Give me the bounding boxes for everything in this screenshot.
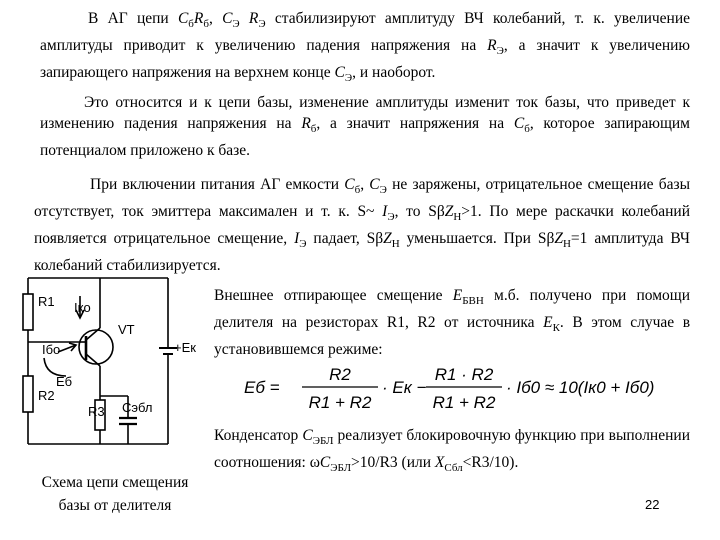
label-eb: Eб: [56, 374, 73, 389]
formula-frac1-den: R1 + R2: [308, 393, 372, 412]
label-ek: +Eк: [174, 340, 196, 355]
bias-formula: [240, 360, 700, 416]
formula-mid: · Eк −: [382, 378, 427, 397]
label-r3: R3: [88, 404, 105, 419]
formula-lhs: Eб =: [244, 378, 280, 397]
page-number: 22: [645, 497, 660, 512]
paragraph-2: Это относится и к цепи базы, изменение амплитуды изменит ток базы, что приведет к изменению падения напряжения на $R_б$, а значит напряжения на $C_б$, которое запирающим потенциалом приложено к базе.: [40, 94, 690, 160]
formula-frac1-num: R2: [329, 365, 351, 384]
label-r2: R2: [38, 388, 55, 403]
circuit-caption: Схема цепи смещения базы от делителя: [41, 474, 189, 514]
formula-frac2-den: R1 + R2: [432, 393, 496, 412]
resistor-r1: [23, 294, 33, 330]
label-cebl: Cэбл: [122, 400, 153, 415]
label-r1: R1: [38, 294, 55, 309]
right-paragraph-1: Внешнее отпирающее смещение $E_{БВН}$ м.б. получено при помощи делителя на резисторах R1, R2 от источника $E_К$. В этом случае в установившемся режиме:: [214, 287, 691, 359]
resistor-r2: [23, 376, 33, 412]
formula-tail: · Iб0 ≈ 10(Iк0 + Iб0): [506, 378, 655, 397]
bias-divider-circuit: [18, 272, 214, 468]
label-vt: VT: [118, 322, 135, 337]
paragraph-3: При включении питания АГ емкости $C_б$, $C_Э$ не заряжены, отрицательное смещение базы отсутствует, ток эмиттера максимален и т. к. S~ $I_Э$, то SβZ$_Н$>1. По мере раскачки колебаний появляется отрицательное смещение, $I_Э$ падает, SβZ$_Н$ уменьшается. При SβZ$_Н$=1 амплитуда ВЧ колебаний стабилизируется.: [34, 176, 691, 275]
right-paragraph-2: Конденсатор $C_{ЭБЛ}$ реализует блокировочную функцию при выполнении соотношения: $\omega C_{ЭБЛ}>10/R3$ (или $X_{Сбл}<R3/10$).: [214, 427, 690, 475]
transistor-vt: [79, 330, 113, 364]
label-iko: Iко: [74, 300, 91, 315]
formula-frac2-num: R1 · R2: [434, 365, 494, 384]
label-ibo: Iбо: [42, 342, 61, 357]
paragraph-1: В АГ цепи $C_бR_б$, $C_Э$ $R_Э$ стабилизируют амплитуду ВЧ колебаний, т. к. увеличение амплитуды приводит к увеличению падения напряжения на $R_Э$, а значит к увеличению запирающего напряжения на верхнем конце $C_Э$, и наоборот.: [40, 10, 691, 85]
